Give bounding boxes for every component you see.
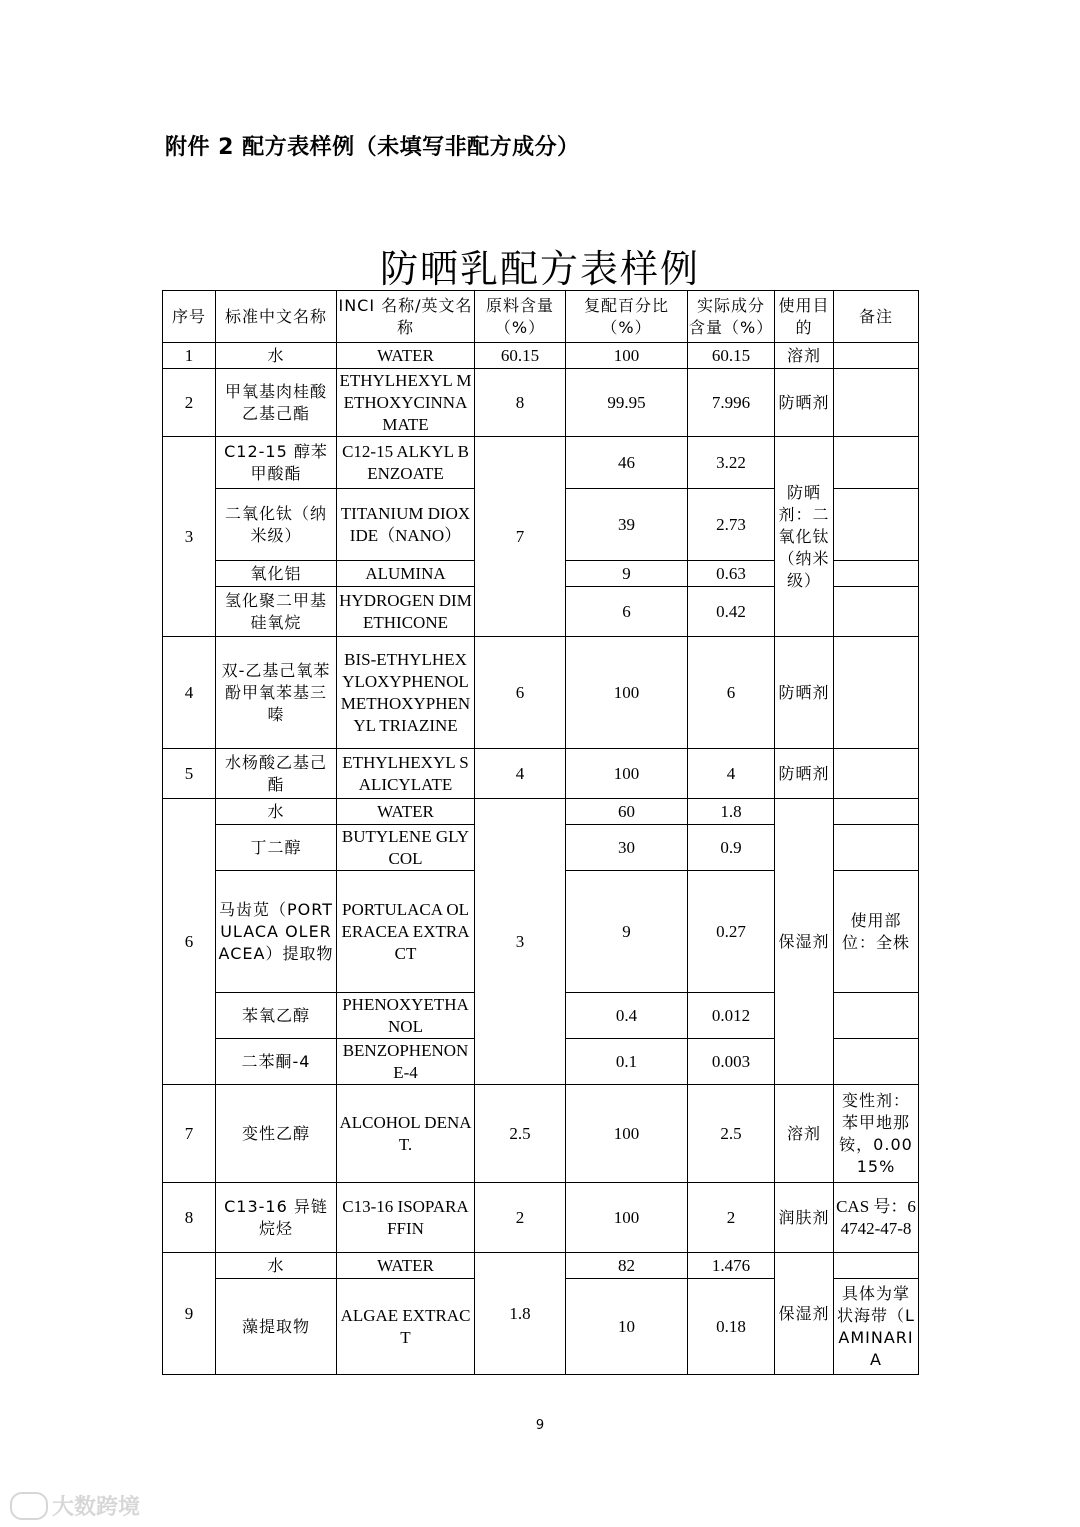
compound-pct: 100 [566,1183,688,1253]
header-cell: 实际成分含量（%） [688,291,775,343]
row-number: 4 [163,637,216,749]
compound-pct: 100 [566,343,688,369]
cn-name: 变性乙醇 [216,1085,337,1183]
inci-name: WATER [337,799,475,825]
inci-name: ALCOHOL DENAT. [337,1085,475,1183]
cn-name: 马齿苋（PORTULACA OLERACEA）提取物 [216,871,337,993]
compound-pct: 39 [566,489,688,561]
cn-name: 水杨酸乙基己酯 [216,749,337,799]
table-title: 防晒乳配方表样例 [379,247,700,291]
inci-name: ALGAE EXTRACT [337,1279,475,1375]
note: 使用部位：全株 [834,871,919,993]
note [834,637,919,749]
purpose: 防晒剂 [775,637,834,749]
cn-name: 水 [216,343,337,369]
compound-pct: 6 [566,587,688,637]
inci-name: TITANIUM DIOXIDE（NANO） [337,489,475,561]
table-row [163,343,919,369]
compound-pct: 100 [566,637,688,749]
table-row [163,637,919,749]
note [834,799,919,825]
watermark-text: 大数跨境 [52,1495,141,1520]
actual-content: 60.15 [688,343,775,369]
note [834,993,919,1039]
table-row [163,749,919,799]
actual-content: 1.476 [688,1253,775,1279]
cn-name: C13-16 异链烷烃 [216,1183,337,1253]
actual-content: 2.73 [688,489,775,561]
compound-pct: 60 [566,799,688,825]
note [834,1253,919,1279]
note [834,343,919,369]
table-row [163,1183,919,1253]
compound-pct: 9 [566,561,688,587]
cn-name: 二苯酮-4 [216,1039,337,1085]
purpose: 防晒剂 [775,369,834,437]
cn-name: 苯氧乙醇 [216,993,337,1039]
compound-pct: 10 [566,1279,688,1375]
note: CAS 号：64742-47-8 [834,1183,919,1253]
cn-name: 水 [216,1253,337,1279]
table-row [163,369,919,437]
actual-content: 7.996 [688,369,775,437]
cn-name: 氧化铝 [216,561,337,587]
cn-name: 丁二醇 [216,825,337,871]
header-cell: 标准中文名称 [216,291,337,343]
table-row [163,437,919,489]
header-cell: 序号 [163,291,216,343]
inci-name: PHENOXYETHANOL [337,993,475,1039]
actual-content: 0.18 [688,1279,775,1375]
row-number: 3 [163,437,216,637]
note [834,749,919,799]
inci-name: BUTYLENE GLYCOL [337,825,475,871]
compound-pct: 30 [566,825,688,871]
page-number: 9 [535,1418,545,1433]
row-number: 8 [163,1183,216,1253]
note [834,1039,919,1085]
actual-content: 0.42 [688,587,775,637]
note [834,489,919,561]
header-cell: 原料含量（%） [475,291,566,343]
header-cell: 备注 [834,291,919,343]
inci-name: C12-15 ALKYL BENZOATE [337,437,475,489]
actual-content: 0.63 [688,561,775,587]
raw-content: 6 [475,637,566,749]
note [834,369,919,437]
attachment-title: 附件 2 配方表样例（未填写非配方成分） [165,135,580,160]
purpose: 润肤剂 [775,1183,834,1253]
actual-content: 2 [688,1183,775,1253]
actual-content: 0.9 [688,825,775,871]
row-number: 6 [163,799,216,1085]
table-row [163,799,919,825]
inci-name: WATER [337,343,475,369]
inci-name: ETHYLHEXYL METHOXYCINNAMATE [337,369,475,437]
formula-table [162,290,919,1375]
cn-name: 水 [216,799,337,825]
purpose: 防晒剂 [775,749,834,799]
row-number: 1 [163,343,216,369]
header-cell: 使用目的 [775,291,834,343]
purpose: 溶剂 [775,343,834,369]
inci-name: ALUMINA [337,561,475,587]
note [834,587,919,637]
raw-content: 7 [475,437,566,637]
raw-content: 2.5 [475,1085,566,1183]
note [834,825,919,871]
raw-content: 3 [475,799,566,1085]
row-number: 7 [163,1085,216,1183]
note [834,561,919,587]
note: 变性剂：苯甲地那铵，0.0015% [834,1085,919,1183]
actual-content: 1.8 [688,799,775,825]
compound-pct: 99.95 [566,369,688,437]
inci-name: BIS-ETHYLHEXYLOXYPHENOL METHOXYPHENYL TRIAZINE [337,637,475,749]
inci-name: HYDROGEN DIMETHICONE [337,587,475,637]
header-cell: INCI 名称/英文名称 [337,291,475,343]
compound-pct: 0.1 [566,1039,688,1085]
cn-name: 双-乙基己氧苯酚甲氧苯基三嗪 [216,637,337,749]
purpose: 防晒剂：二氧化钛（纳米级） [775,437,834,637]
actual-content: 4 [688,749,775,799]
purpose: 溶剂 [775,1085,834,1183]
row-number: 2 [163,369,216,437]
inci-name: PORTULACA OLERACEA EXTRACT [337,871,475,993]
table-row [163,1253,919,1279]
raw-content: 8 [475,369,566,437]
cn-name: 二氧化钛（纳米级） [216,489,337,561]
inci-name: ETHYLHEXYL SALICYLATE [337,749,475,799]
raw-content: 4 [475,749,566,799]
inci-name: WATER [337,1253,475,1279]
cn-name: 藻提取物 [216,1279,337,1375]
purpose: 保湿剂 [775,1253,834,1375]
actual-content: 2.5 [688,1085,775,1183]
actual-content: 0.012 [688,993,775,1039]
compound-pct: 46 [566,437,688,489]
compound-pct: 82 [566,1253,688,1279]
cn-name: 氢化聚二甲基硅氧烷 [216,587,337,637]
actual-content: 3.22 [688,437,775,489]
cn-name: 甲氧基肉桂酸乙基己酯 [216,369,337,437]
inci-name: BENZOPHENONE-4 [337,1039,475,1085]
row-number: 5 [163,749,216,799]
watermark [10,1490,140,1521]
compound-pct: 9 [566,871,688,993]
compound-pct: 0.4 [566,993,688,1039]
table-row [163,1085,919,1183]
note [834,437,919,489]
compound-pct: 100 [566,1085,688,1183]
watermark-logo-icon [10,1492,48,1520]
actual-content: 0.27 [688,871,775,993]
raw-content: 1.8 [475,1253,566,1375]
header-row [163,291,919,343]
inci-name: C13-16 ISOPARAFFIN [337,1183,475,1253]
purpose: 保湿剂 [775,799,834,1085]
row-number: 9 [163,1253,216,1375]
cn-name: C12-15 醇苯甲酸酯 [216,437,337,489]
header-cell: 复配百分比（%） [566,291,688,343]
raw-content: 2 [475,1183,566,1253]
compound-pct: 100 [566,749,688,799]
note: 具体为掌状海带（LAMINARIA [834,1279,919,1375]
actual-content: 6 [688,637,775,749]
actual-content: 0.003 [688,1039,775,1085]
raw-content: 60.15 [475,343,566,369]
